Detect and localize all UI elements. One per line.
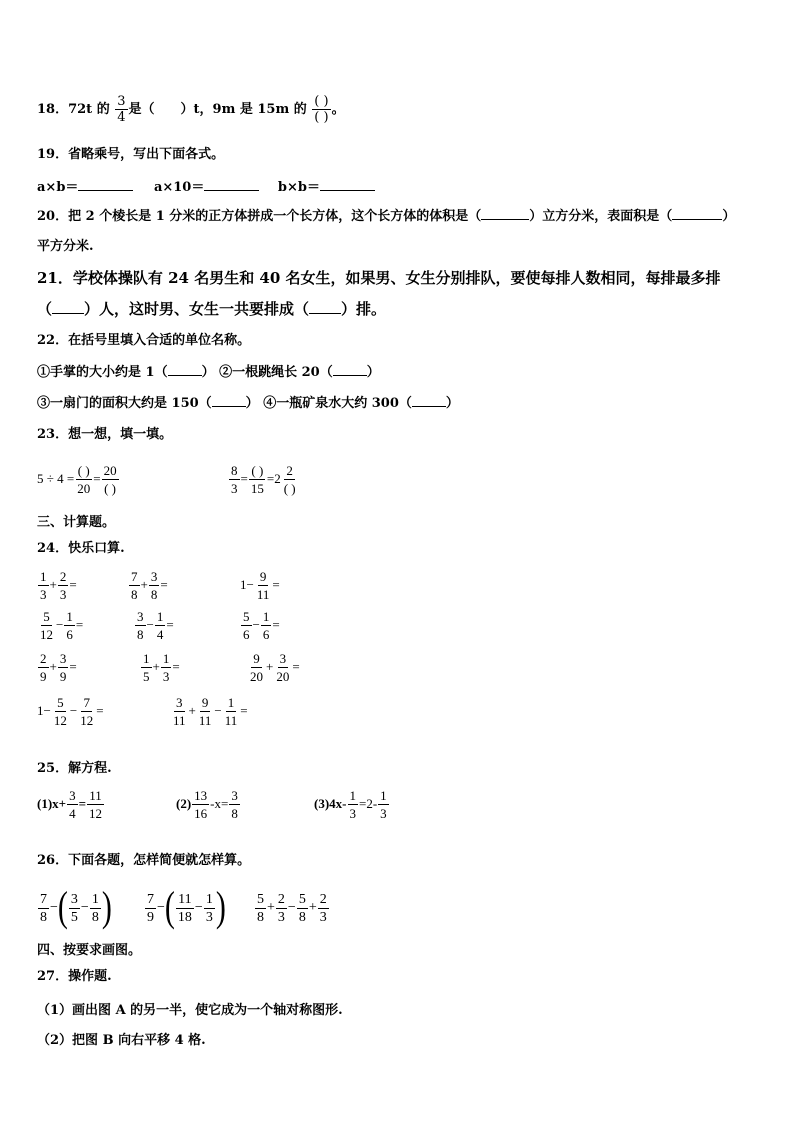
q25-eq2: (2) 13 16 -x= $\frac{3}{8}$	[176, 787, 238, 821]
question-18: 18．72t 的 $\frac{3}{4}$ 是（ ）t，9m 是 15m 的 ( ) ( ) 。	[37, 94, 345, 125]
q22-blank-4[interactable]	[412, 394, 446, 407]
q19-blank-3[interactable]	[320, 178, 375, 191]
question-20: 20．把 2 个棱长是 1 分米的正方体拼成一个长方体，这个长方体的体积是（ ）立方分米，表面积是（ ）	[37, 209, 736, 224]
q21-blank-2[interactable]	[309, 301, 341, 314]
q24-item-5: 3 8 − $\frac{1}{4}$ =	[137, 608, 174, 642]
question-21-cont: （ ）人，这时男、女生一共要排成（ ）排。	[37, 300, 387, 318]
q24-item-7: 2 9 + $\frac{3}{9}$ =	[40, 650, 77, 684]
q24-item-11: 3 11 + $\frac{9}{11}$ − $\frac{1}{11}$ =	[173, 694, 248, 728]
q26-expr-1: 7 8 − ( 3 5 − $\frac{1}{8}$ )	[40, 884, 112, 931]
question-23-title: 23．想一想，填一填。	[37, 427, 173, 442]
q24-item-3: 1 − $\frac{9}{11}$ =	[240, 568, 280, 602]
question-19-title: 19．省略乘号，写出下面各式。	[37, 147, 225, 162]
q26-expr-2: 7 9 − ( 11 18 − $\frac{1}{3}$ )	[147, 884, 226, 931]
question-21: 21．学校体操队有 24 名男生和 40 名女生，如果男、女生分别排队，要使每排人数相同，每排最多排	[37, 269, 721, 287]
q21-blank-1[interactable]	[52, 301, 84, 314]
section-4-heading: 四、按要求画图。	[37, 943, 142, 958]
q24-item-1: 1 3 + $\frac{2}{3}$ =	[40, 568, 77, 602]
question-20-cont: 平方分米.	[37, 239, 94, 254]
q24-item-10: 1 − $\frac{5}{12}$ − $\frac{7}{12}$ =	[37, 694, 104, 728]
q19-blank-1[interactable]	[78, 178, 133, 191]
q22-blank-3[interactable]	[212, 394, 246, 407]
q24-item-6: 5 6 − $\frac{1}{6}$ =	[243, 608, 280, 642]
question-22-line1: ①手掌的大小约是 1（ ） ②一根跳绳长 20（ ）	[37, 365, 380, 380]
q25-eq1: (1)x+ $\frac{3}{4}$ = $\frac{11}{12}$	[37, 787, 102, 821]
question-22-title: 22．在括号里填入合适的单位名称。	[37, 333, 251, 348]
q26-expr-3: 5 8 + $\frac{2}{3}$ − $\frac{5}{8}$ + $\frac{2}{3}$	[257, 891, 327, 925]
q20-blank-2[interactable]	[672, 207, 722, 220]
question-24-title: 24．快乐口算.	[37, 541, 125, 556]
question-27-title: 27．操作题.	[37, 969, 112, 984]
q20-blank-1[interactable]	[481, 207, 529, 220]
q24-item-4: 5 12 − $\frac{1}{6}$ =	[40, 608, 84, 642]
q22-blank-2[interactable]	[333, 363, 367, 376]
q24-item-8: 1 5 + $\frac{1}{3}$ =	[143, 650, 180, 684]
q18-number: 18．	[37, 102, 69, 117]
q19-blank-2[interactable]	[204, 178, 259, 191]
q18-blank-fraction[interactable]: ( ) ( )	[314, 94, 329, 125]
q18-text-a: 72t 的	[68, 102, 110, 117]
q24-item-2: 7 8 + $\frac{3}{8}$ =	[131, 568, 168, 602]
question-23-eq2: $\frac{8}{3}$ = ( ) 15 = 2 2 ( )	[231, 462, 296, 496]
question-22-line2: ③一扇门的面积大约是 150（ ） ④一瓶矿泉水大约 300（ ）	[37, 396, 459, 411]
q22-blank-1[interactable]	[168, 363, 202, 376]
question-27-sub1: （1）画出图 A 的另一半，使它成为一个轴对称图形.	[37, 1003, 343, 1018]
question-19-items: a×b＝ a×10＝ b×b＝	[37, 178, 375, 197]
q25-eq3: (3)4x- $\frac{1}{3}$ =2- 1 3	[314, 787, 387, 821]
section-3-heading: 三、计算题。	[37, 515, 116, 530]
q18-fraction: $\frac{3}{4}$	[117, 94, 126, 125]
q24-item-9: 9 20 + $\frac{3}{20}$ =	[250, 650, 300, 684]
question-25-title: 25．解方程.	[37, 761, 112, 776]
question-26-title: 26．下面各题，怎样简便就怎样算。	[37, 853, 251, 868]
question-23-eq1: 5 ÷ 4 = ( ) 20 = 20 ( )	[37, 462, 117, 496]
question-27-sub2: （2）把图 B 向右平移 4 格.	[37, 1033, 206, 1048]
q18-text-b: 是（ ）t，9m 是 15m 的	[128, 102, 307, 117]
